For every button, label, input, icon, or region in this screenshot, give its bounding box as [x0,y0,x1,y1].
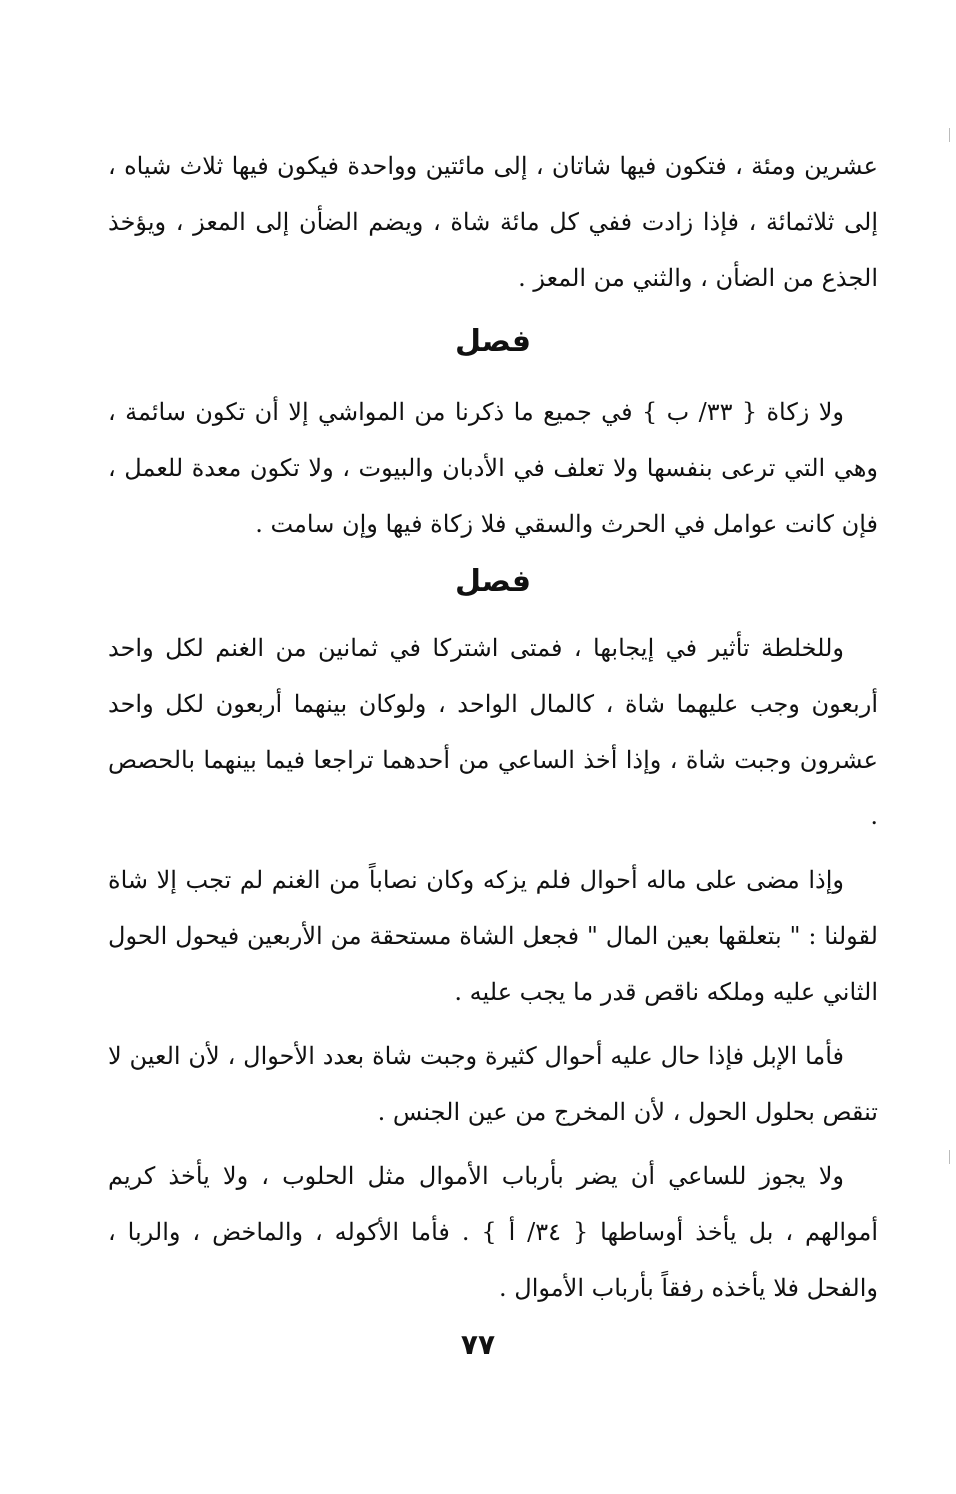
page-edge-mark [949,128,950,142]
section-heading-2: فصل [455,564,531,599]
paragraph-1: عشرين ومئة ، فتكون فيها شاتان ، إلى مائتين وواحدة فيكون فيها ثلاث شياه ، إلى ثلاثمائة ، فإذا زادت ففي كل مائة شاة ، ويضم الضأن إلى المعز ، ويؤخذ الجذع من الضأن ، والثني من المعز . [108,152,878,292]
page-edge-mark [949,1150,950,1164]
section-2-text [108,620,878,1316]
paragraph-4: وإذا مضى على ماله أحوال فلم يزكه وكان نصاباً من الغنم لم تجب إلا شاة لقولنا : " بتعلقها بعين المال " فجعل الشاة مستحقة من الأربعين فيحول الحول الثاني عليه وملكه ناقص قدر ما يجب عليه . [108,866,878,1006]
section-intro-text [108,138,878,306]
section-1-text [108,384,878,552]
paragraph-2: ولا زكاة { ٣٣/ ب } في جميع ما ذكرنا من المواشي إلا أن تكون سائمة ، وهي التي ترعى بنفسها ولا تعلف في الأدبان والبيوت ، ولا تكون معدة للعمل ، فإن كانت عوامل في الحرث والسقي فلا زكاة فيها وإن سامت . [108,398,878,538]
paragraph-5: فأما الإبل فإذا حال عليه أحوال كثيرة وجبت شاة بعدد الأحوال ، لأن العين لا تنقص بحلول الحول ، لأن المخرج من عين الجنس . [108,1042,878,1126]
page-number: ٧٧ [460,1328,496,1361]
section-heading-1: فصل [455,324,531,359]
paragraph-3: وللخلطة تأثير في إيجابها ، فمتى اشتركا في ثمانين من الغنم لكل واحد أربعون وجب عليهما شاة ، كالمال الواحد ، ولوكان بينهما أربعون لكل واحد عشرون وجبت شاة ، وإذا أخذ الساعي من أحدهما تراجعا فيما بينهما بالحصص . [108,634,878,830]
paragraph-6: ولا يجوز للساعي أن يضر بأرباب الأموال مثل الحلوب ، ولا يأخذ كريم أموالهم ، بل يأخذ أوساطها { ٣٤/ أ } . فأما الأكوله ، والماخض ، والربا ، والفحل فلا يأخذه رفقاً بأرباب الأموال . [108,1162,878,1302]
